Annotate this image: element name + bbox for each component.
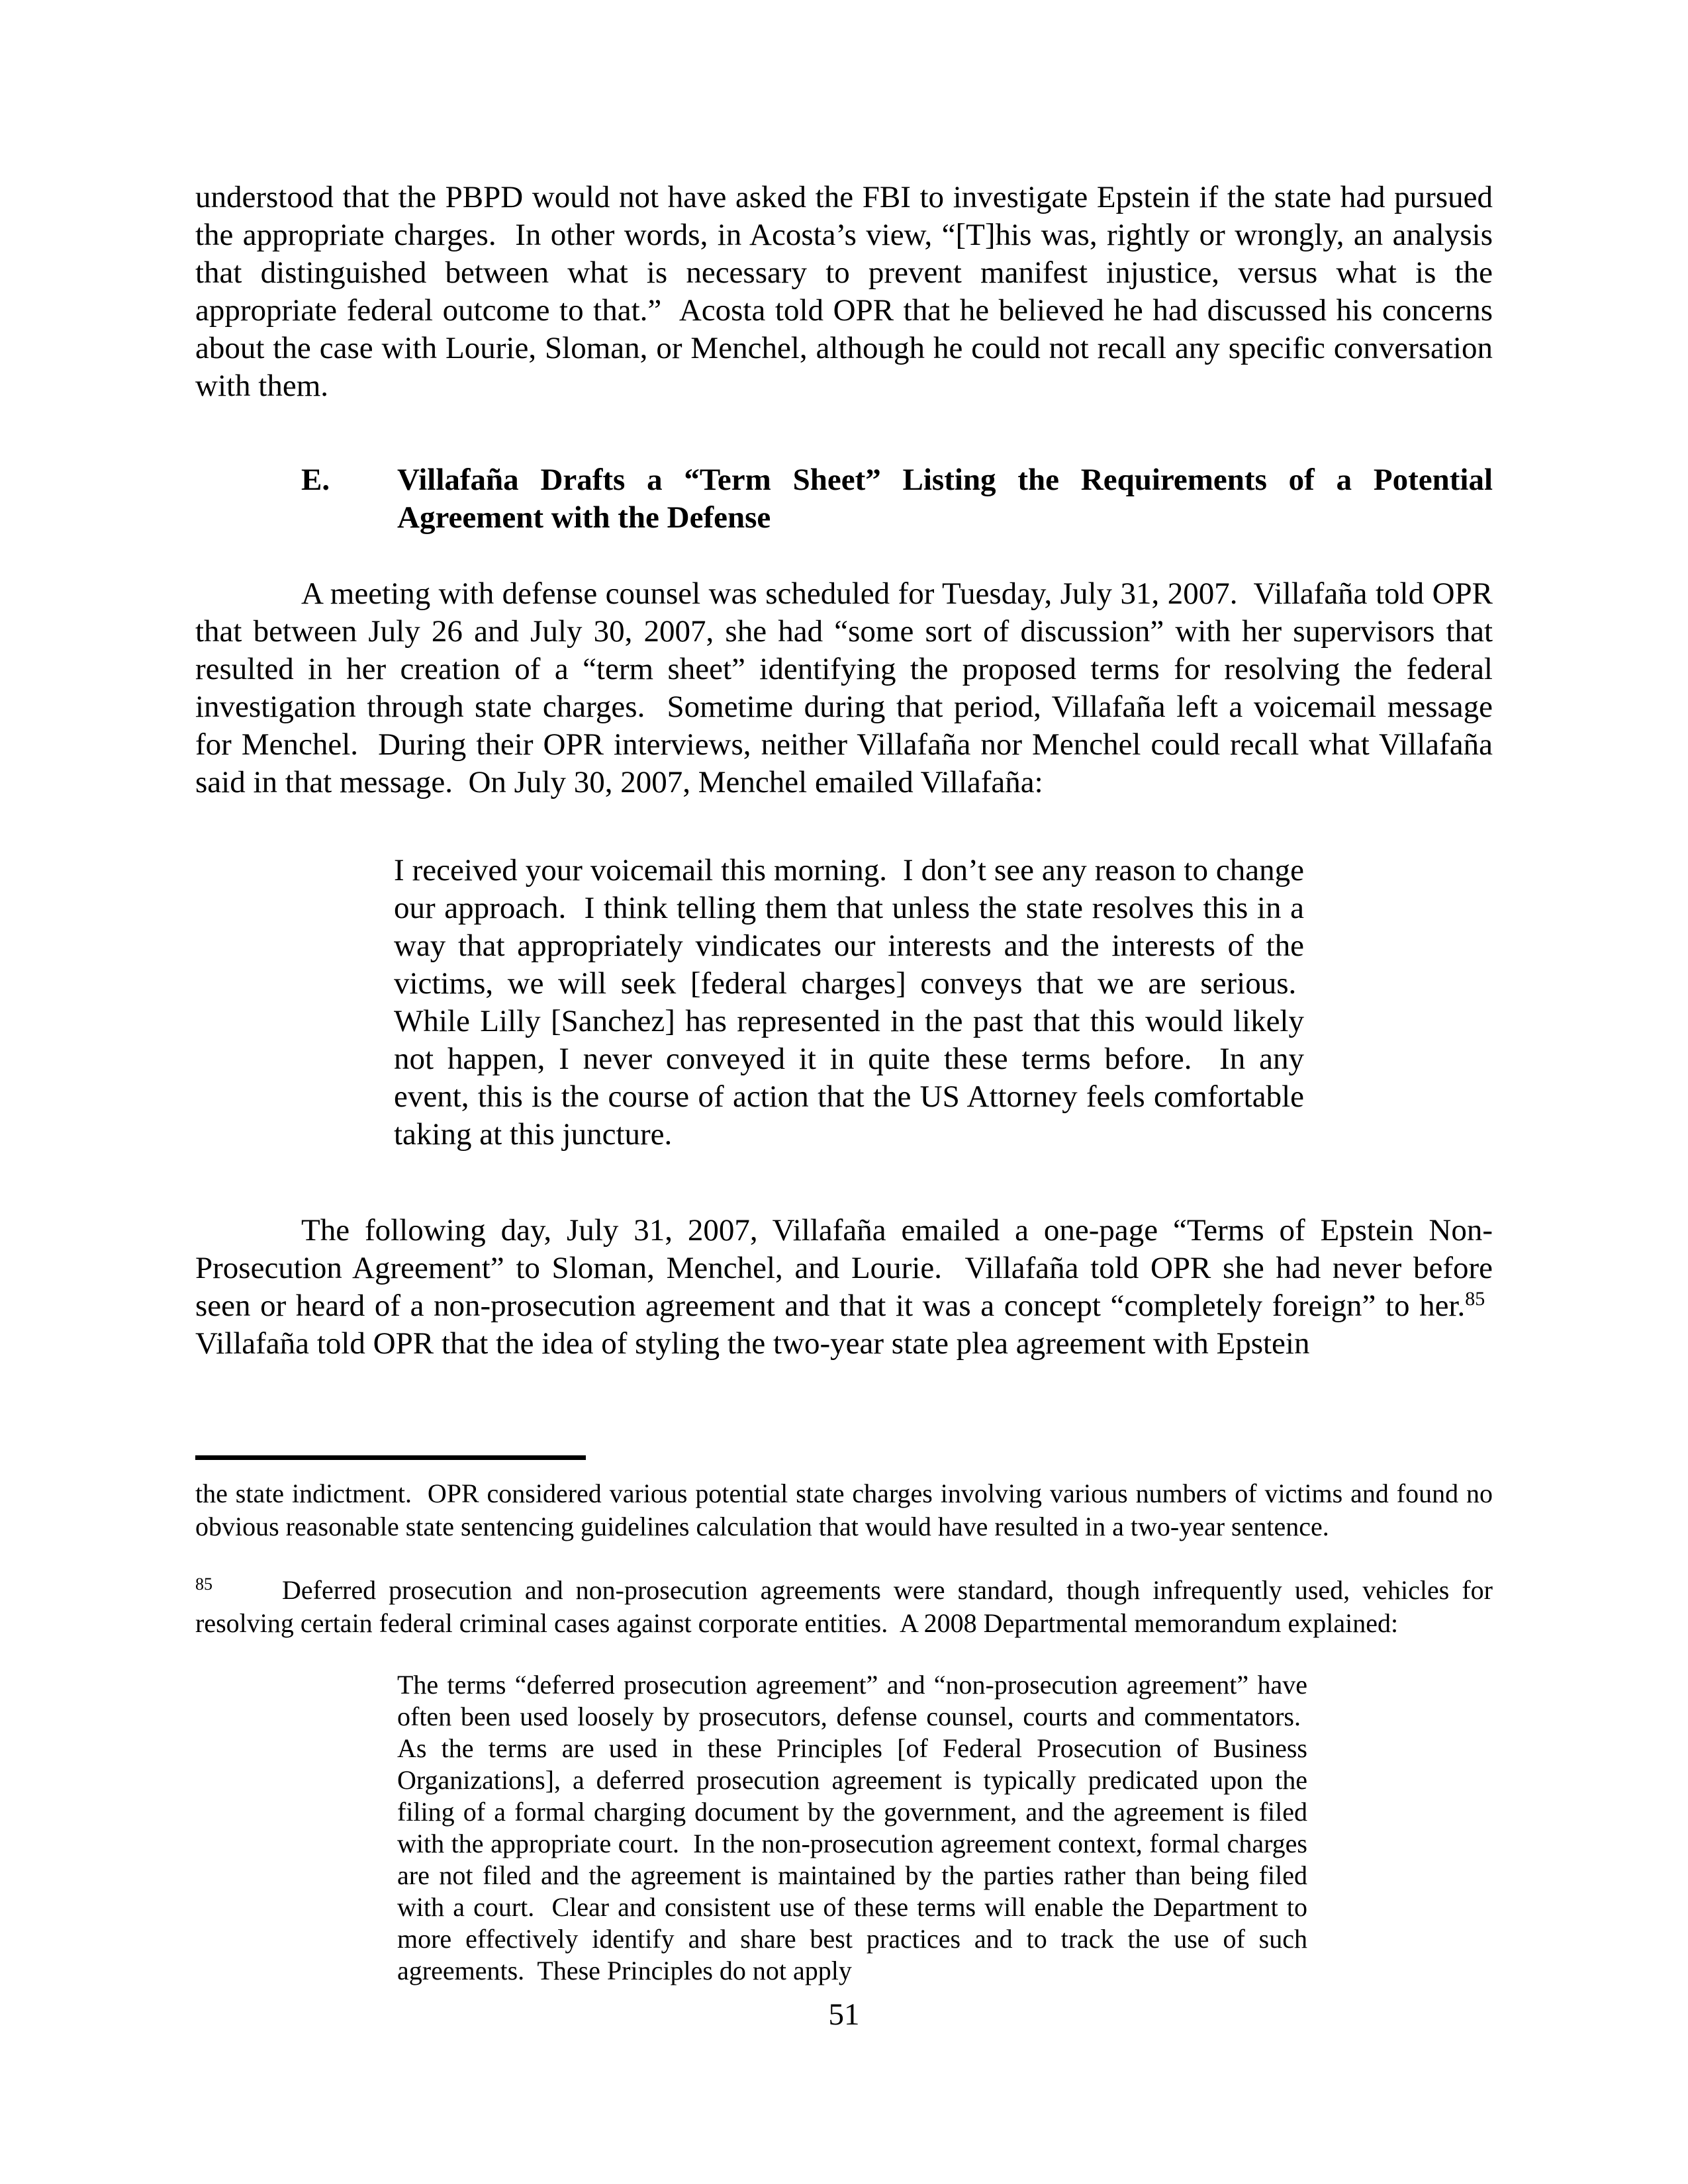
block-quote-text: I received your voicemail this morning. I don’t see any reason to change our approach. I think telling them that unless the state resolves this in a way that appropriately vindicates our interests and the interests of the victims, we will seek [federal charges] conveys that we are serious. While Lilly [Sanchez] has represented in the past that this would likely not happen, I never conveyed it in quite these terms before. In any event, this is the course of action that the US Attorney feels comfortable taking at this juncture.: [394, 853, 1304, 1152]
footnote-85-number: 85: [195, 1574, 212, 1594]
footnote-85-quote-text: The terms “deferred prosecution agreement” and “non-prosecution agreement” have often been used loosely by prosecutors, defense counsel, courts and commentators. As the terms are used in these Principles [of Federal Prosecution of Business Organizations], a deferred prosecution agreement is typically predicated upon the filing of a formal charging document by the government, and the agreement is filed with the appropriate court. In the non-prosecution agreement context, formal charges are not filed and the agreement is maintained by the parties rather than being filed with a court. Clear and consistent use of these terms will enable the Department to more effectively identify and share best practices and to track the use of such agreements. These Principles do not apply: [397, 1670, 1307, 1985]
paragraph-meeting: A meeting with defense counsel was scheduled for Tuesday, July 31, 2007. Villafaña told OPR that between July 26 and July 30, 2007, she had “some sort of discussion” with her supervisors that resulted in her creation of a “term sheet” identifying the proposed terms for resolving the federal investigation through state charges. Sometime during that period, Villafaña left a voicemail message for Menchel. During their OPR interviews, neither Villafaña nor Menchel could recall what Villafaña said in that message. On July 30, 2007, Menchel emailed Villafaña:: [195, 576, 1493, 799]
footnote-85-text: Deferred prosecution and non-prosecution agreements were standard, though infrequently used, vehicles for resolving certain federal criminal cases against corporate entities. A 2008 Departmental memorandum explained:: [195, 1575, 1493, 1638]
section-heading-label: E.: [301, 463, 330, 497]
footnote-ref-85: 85: [1465, 1287, 1485, 1310]
footnote-85-block-quote: [397, 1669, 1307, 1987]
footnote-separator: [195, 1455, 586, 1460]
block-quote-menchel-email: [394, 852, 1304, 1154]
paragraph-text-before-footnote-ref: The following day, July 31, 2007, Villafaña emailed a one-page “Terms of Epstein Non-Prosecution Agreement” to Sloman, Menchel, and Lourie. Villafaña told OPR she had never before seen or heard of a non-prosecution agreement and that it was a concept “completely foreign” to her.: [195, 1213, 1493, 1323]
section-heading: [301, 461, 1493, 537]
footnote-continuation: the state indictment. OPR considered various potential state charges involving various numbers of victims and found no obvious reasonable state sentencing guidelines calculation that would have resulted in a two-year sentence.: [195, 1479, 1493, 1541]
paragraph-term-sheet: [195, 1212, 1493, 1363]
paragraph-text-after-footnote-ref: Villafaña told OPR that the idea of styling the two-year state plea agreement with Epstein: [195, 1289, 1493, 1361]
page-number: 51: [828, 1997, 860, 2032]
section-heading-text: Villafaña Drafts a “Term Sheet” Listing the Requirements of a Potential Agreement with the Defense: [397, 463, 1493, 535]
paragraph-continuation: understood that the PBPD would not have asked the FBI to investigate Epstein if the state had pursued the appropriate charges. In other words, in Acosta’s view, “[T]his was, rightly or wrongly, an analysis that distinguished between what is necessary to prevent manifest injustice, versus what is the appropriate federal outcome to that.” Acosta told OPR that he believed he had discussed his concerns about the case with Lourie, Sloman, or Menchel, although he could not recall any specific conversation with them.: [195, 180, 1493, 403]
footnote-85: [195, 1574, 1493, 1640]
